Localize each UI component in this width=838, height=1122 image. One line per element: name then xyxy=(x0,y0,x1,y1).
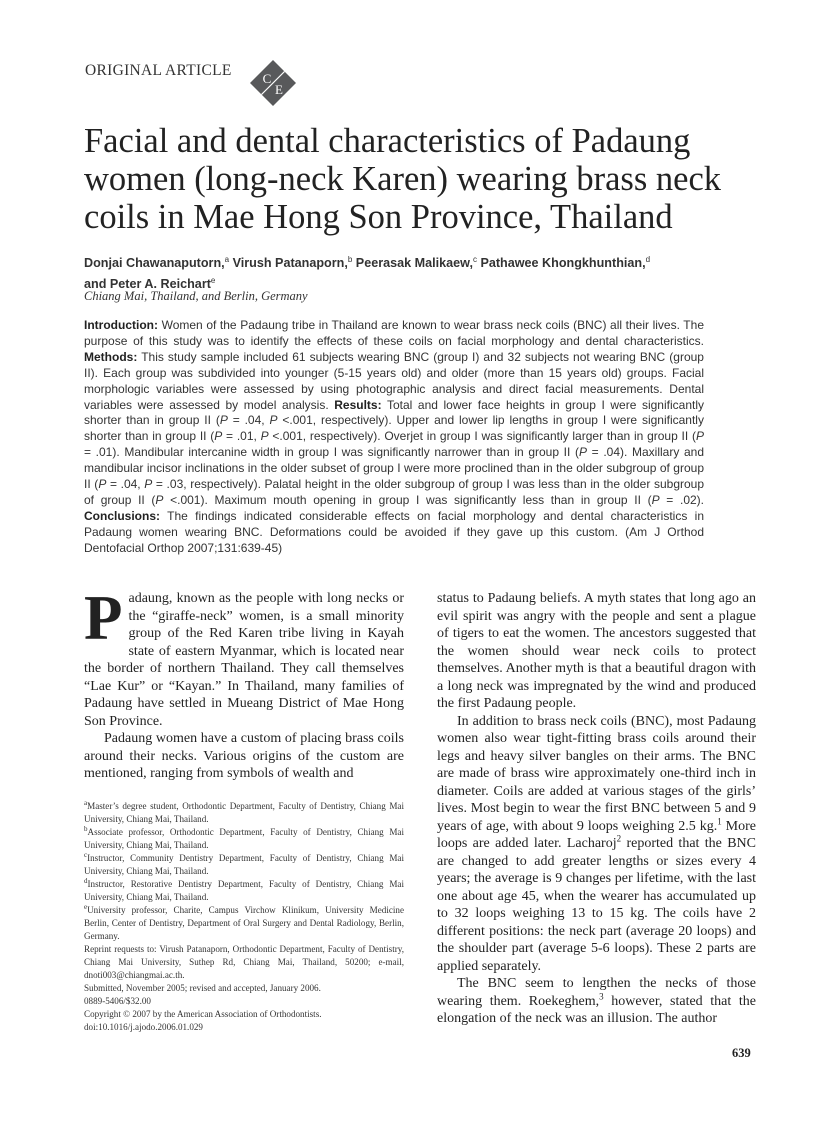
footnote: $^b$Associate professor, Orthodontic Department, Faculty of Dentistry, Chiang Mai University, Chiang Mai, Thailand. xyxy=(84,824,404,850)
body-paragraph: The BNC seem to lengthen the necks of those wearing them. Roekeghem,$^3$ however, stated that the elongation of the neck was an illusion. The author xyxy=(437,976,756,1026)
author-name: Peerasak Malikaew, xyxy=(355,256,473,271)
author-location: Chiang Mai, Thailand, and Berlin, Germany xyxy=(84,289,308,303)
drop-cap: P xyxy=(84,583,123,653)
author-sup: d xyxy=(645,255,651,264)
abstract-results-text: Total and lower face heights in group I were significantly shorter than in group II (P = .04, P <.001, respectively). Upper and lower lip lengths in group I were significantly shorter than in group II (P = .01, P <.001, respectively). Overjet in group I was significantly larger than in group II (P = .01). Mandibular intercanine width in group I was significantly narrower than in group II (P = .04). Maxillary and mandibular incisor inclinations in the older subset of group I were more proclined than in the older subgroup of group II (P = .04, P = .03, respectively). Palatal height in the older subgroup of group I was less than in the older subgroup of group II (P <.001). Maximum mouth opening in group I was significantly less than in group II (P = .02). xyxy=(84,397,705,507)
footnote: $^d$Instructor, Restorative Dentistry Department, Faculty of Dentistry, Chiang Mai University, Chiang Mai, Thailand. xyxy=(84,876,404,902)
body-paragraph: In addition to brass neck coils (BNC), most Padaung women also wear tight-fitting brass coils around their legs and heavy silver bangles on their arms. The BNC are made of brass wire approximately one-third inch in diameter. Coils are added at various stages of the girls’ lives. Most begin to wear the first BNC between 5 and 9 years of age, with about 9 loops weighing 2.5 kg.$^1$ More loops are added later. Lacharoj$^2$ reported that the BNC are changed to add greater lengths or sizes every 4 years; the average is 9 changes per lifetime, with the last one about age 45, when the wearer has accumulated up to 32 loops weighing 13 to 15 kg. The coils have 2 different positions: the neck part (average 20 loops) and the shoulder part (average 5-6 loops). These 2 parts are applied separately. xyxy=(437,713,757,974)
author-list xyxy=(84,251,764,293)
body-column-right xyxy=(437,590,756,1028)
ce-badge-icon xyxy=(249,59,297,107)
body-paragraph: Padaung, known as the people with long necks or the “giraffe-neck” women, is a small minority group of the Red Karen tribe living in Kayah state of eastern Myanmar, which is located near the border of northern Thailand. They call themselves “Lae Kur” or “Kayan.” In Thailand, many families of Padaung have settled in Mueang District of Mae Hong Son Province. xyxy=(84,583,404,729)
section-label: ORIGINAL ARTICLE xyxy=(85,62,232,79)
author-name: Donjai Chawanaputorn, xyxy=(84,256,225,271)
abstract-conclusions-label: Conclusions: xyxy=(84,508,161,523)
author-name: Pathawee Khongkhunthian, xyxy=(480,256,646,271)
abstract-results-label: Results: xyxy=(334,397,382,412)
abstract-conclusions-text: The findings indicated considerable effects on facial morphology and dental characteristics in Padaung women wearing BNC. Deformations could be avoided if they gave up this custom. (Am J Orthod Dentofacial Orthop 2007;131:639-45) xyxy=(84,508,705,555)
footnote: $^a$Master’s degree student, Orthodontic Department, Faculty of Dentistry, Chiang Mai University, Chiang Mai, Thailand. xyxy=(84,798,404,824)
copyright: Copyright © 2007 by the American Association of Orthodontists. xyxy=(84,1009,322,1019)
footnotes xyxy=(84,800,404,1034)
body-paragraph: Padaung women have a custom of placing brass coils around their necks. Various origins of the custom are mentioned, ranging from symbols of wealth and xyxy=(84,731,404,781)
body-paragraph: status to Padaung beliefs. A myth states that long ago an evil spirit was angry with the people and sent a plague of tigers to eat the women. The ancestors suggested that the women should wear neck coils to protect themselves. Another myth is that a beautiful dragon with a long neck was impregnated by the wind and produced the first Padaung people. xyxy=(437,591,756,711)
submission-dates: Submitted, November 2005; revised and accepted, January 2006. xyxy=(84,983,321,993)
author-sup: b xyxy=(347,255,353,264)
abstract xyxy=(84,318,704,557)
badge-letter-c: C xyxy=(262,71,272,86)
issn: 0889-5406/$32.00 xyxy=(84,996,151,1006)
author-name: Virush Patanaporn, xyxy=(232,256,348,271)
author-name: and Peter A. Reichart xyxy=(84,277,211,292)
author-sup: e xyxy=(210,276,216,286)
citation-ref: 3 xyxy=(599,990,604,1001)
doi: doi:10.1016/j.ajodo.2006.01.029 xyxy=(84,1022,203,1032)
body-column-left xyxy=(84,583,404,783)
author-sup: a xyxy=(224,255,230,264)
footnote: $^c$Instructor, Community Dentistry Department, Faculty of Dentistry, Chiang Mai University, Chiang Mai, Thailand. xyxy=(84,850,404,876)
badge-letter-e: E xyxy=(275,82,283,97)
page-number: 639 xyxy=(732,1046,751,1060)
abstract-intro-text: Women of the Padaung tribe in Thailand are known to wear brass neck coils (BNC) all their lives. The purpose of this study was to identify the effects of these coils on facial morphology and dental characteristics. xyxy=(84,318,704,348)
footnote: $^e$University professor, Charite, Campus Virchow Klinikum, University Medicine Berlin, Center of Dentistry, Department of Oral Surgery and Dental Radiology, Berlin, Germany. xyxy=(84,902,404,941)
citation-ref: 2 xyxy=(616,833,622,844)
abstract-methods-label: Methods: xyxy=(84,349,138,364)
article-title: Facial and dental characteristics of Padaung women (long-neck Karen) wearing brass neck coils in Mae Hong Son Province, Thailand xyxy=(84,122,722,236)
reprint-request: Reprint requests to: Virush Patanaporn, Orthodontic Department, Faculty of Dentistry, Chiang Mai University, Suthep Rd, Chiang Mai, Thailand, 50200; e-mail, dnoti003@chiangmai.ac.th. xyxy=(84,944,404,980)
abstract-intro-label: Introduction: xyxy=(84,318,158,332)
author-sup: c xyxy=(472,255,477,264)
citation-ref: 1 xyxy=(717,815,722,826)
abstract-methods-text: This study sample included 61 subjects wearing BNC (group I) and 32 subjects not wearing BNC (group II). Each group was subdivided into younger (5-15 years old) and older (more than 15 years old) groups. Facial morphologic variables were assessed by using photographic analysis and direct facial measurements. Dental variables were assessed by model analysis. xyxy=(84,349,704,412)
